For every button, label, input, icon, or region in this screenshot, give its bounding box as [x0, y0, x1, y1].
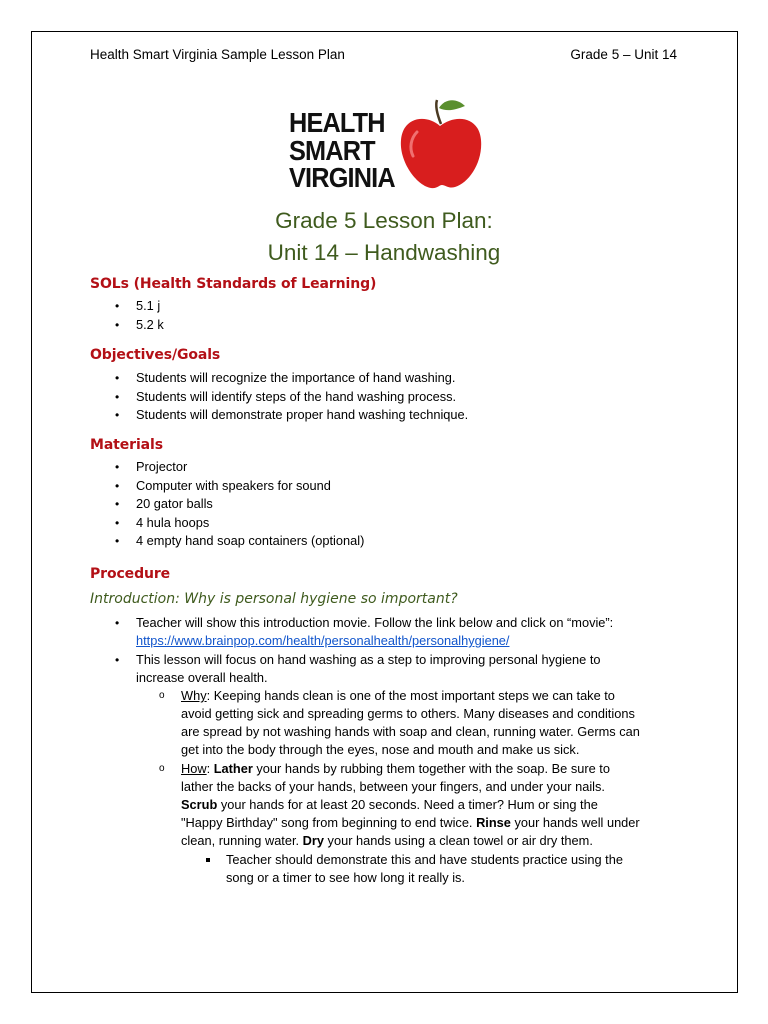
how-line-2: lather the backs of your hands, between your fingers, and under your nails. — [181, 779, 605, 794]
list-item: • 5.2 k — [0, 316, 164, 335]
why-line-2: avoid getting sick and spreading germs to others. Many diseases and conditions — [181, 706, 635, 721]
bullet: • — [115, 653, 120, 667]
header-left: Health Smart Virginia Sample Lesson Plan — [90, 47, 345, 62]
why-line-3: are spread by not washing hands with soap and clean, running water. Germs can — [181, 724, 640, 739]
apple-icon — [397, 96, 483, 192]
materials-list — [0, 458, 364, 551]
list-item: • 20 gator balls — [0, 495, 364, 514]
how-line-5 — [181, 832, 681, 850]
square-bullet — [206, 858, 210, 862]
how-text-5b: your hands using a clean towel or air dry them. — [324, 833, 593, 848]
brainpop-link[interactable]: https://www.brainpop.com/health/personalhealth/personalhygiene/ — [136, 633, 510, 648]
list-item: • 4 empty hand soap containers (optional) — [0, 532, 364, 551]
how-text-4b: your hands well under — [510, 815, 640, 830]
why-text-1: : Keeping hands clean is one of the most important steps we can take to — [206, 688, 615, 703]
how-text-3: your hands for at least 20 seconds. Need a timer? Hum or sing the — [217, 797, 598, 812]
demo-line-2: song or a timer to see how long it really is. — [226, 870, 465, 885]
list-item: • Students will demonstrate proper hand washing technique. — [0, 406, 468, 425]
how-line-1 — [181, 760, 681, 778]
title-line-2: Unit 14 – Handwashing — [267, 240, 501, 265]
circle-bullet: o — [159, 690, 165, 701]
how-line-4 — [181, 814, 681, 832]
procedure-item-1-line-1: Teacher will show this introduction movie. Follow the link below and click on “movie”: — [136, 615, 614, 630]
how-text-1: your hands by rubbing them together with the soap. Be sure to — [252, 761, 610, 776]
list-item: • 4 hula hoops — [0, 514, 364, 533]
procedure-heading: Procedure — [90, 566, 171, 582]
how-line-3 — [181, 796, 681, 814]
why-line-1 — [181, 687, 681, 705]
objectives-heading: Objectives/Goals — [90, 347, 221, 363]
circle-bullet: o — [159, 763, 165, 774]
objectives-list — [0, 369, 468, 425]
logo-line-1: HEALTH — [289, 107, 385, 138]
procedure-item-2-line-2: increase overall health. — [136, 670, 268, 685]
procedure-item-2-line-1: This lesson will focus on hand washing as a step to improving personal hygiene to — [136, 652, 601, 667]
logo-line-3: VIRGINIA — [289, 162, 395, 193]
bullet: • — [115, 616, 120, 630]
logo — [289, 96, 489, 196]
demo-line-1: Teacher should demonstrate this and have students practice using the — [226, 852, 623, 867]
list-item: • Students will recognize the importance of hand washing. — [0, 369, 468, 388]
list-item: • Students will identify steps of the hand washing process. — [0, 388, 468, 407]
how-text-5a: clean, running water. — [181, 833, 303, 848]
materials-heading: Materials — [90, 437, 163, 453]
introduction-heading: Introduction: Why is personal hygiene so important? — [90, 591, 458, 607]
header-right: Grade 5 – Unit 14 — [570, 47, 677, 62]
dry-word: Dry — [302, 833, 324, 848]
how-sep: : — [206, 761, 214, 776]
rinse-word: Rinse — [476, 815, 511, 830]
scrub-word: Scrub — [181, 797, 218, 812]
how-text-4a: "Happy Birthday" song from beginning to end twice. — [181, 815, 477, 830]
list-item: • 5.1 j — [0, 297, 164, 316]
how-label: How — [181, 761, 207, 776]
title-line-1: Grade 5 Lesson Plan: — [275, 208, 493, 233]
logo-line-2: SMART — [289, 134, 375, 166]
sols-list — [0, 297, 164, 334]
lather-word: Lather — [213, 761, 253, 776]
why-line-4: get into the body through the eyes, nose and mouth and make us sick. — [181, 742, 580, 757]
why-label: Why — [181, 688, 207, 703]
logo-text — [289, 109, 395, 192]
sols-heading: SOLs (Health Standards of Learning) — [90, 276, 377, 292]
list-item: • Computer with speakers for sound — [0, 477, 364, 496]
list-item: • Projector — [0, 458, 364, 477]
